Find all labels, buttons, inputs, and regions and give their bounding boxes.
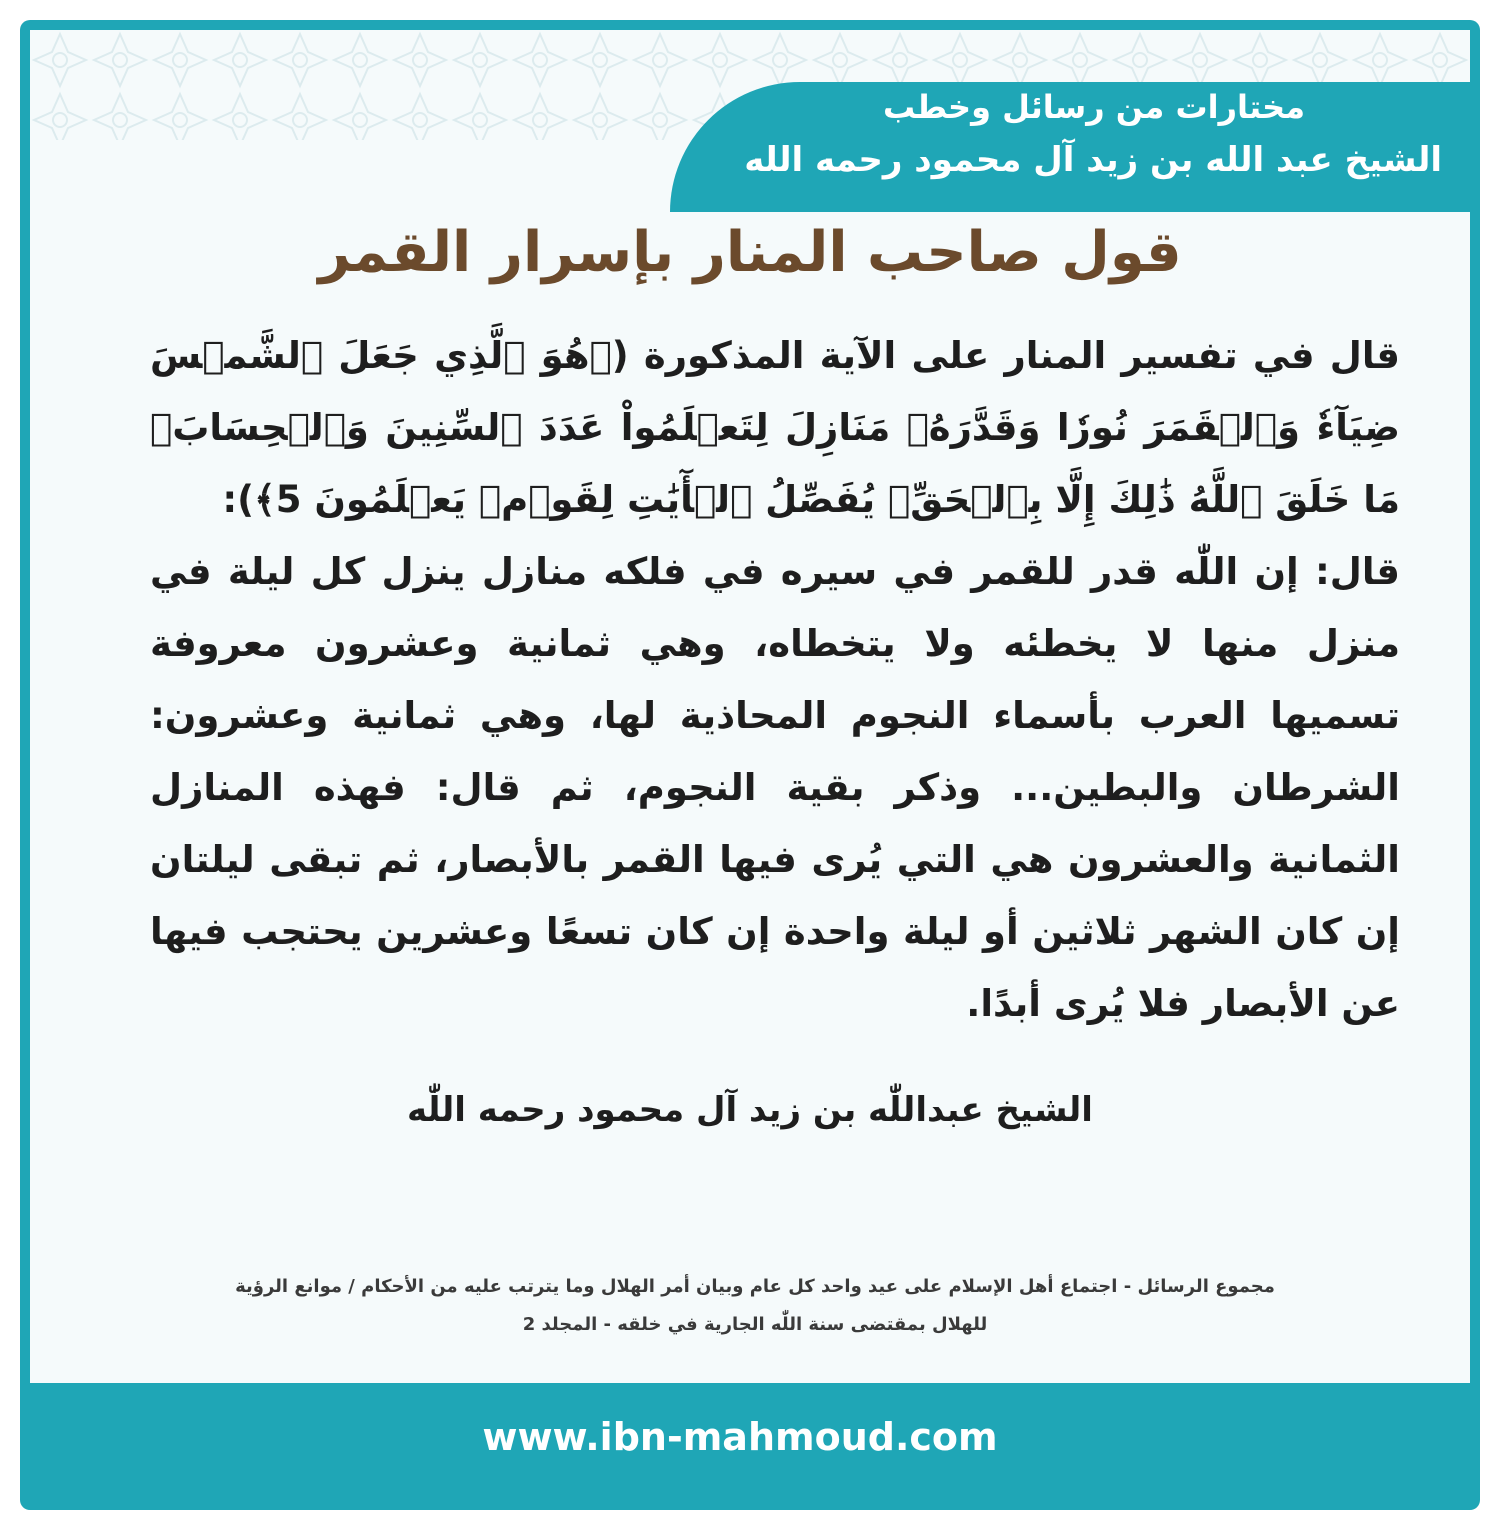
source-citation [130,1268,1380,1344]
article-body [150,320,1400,1040]
body-paragraph-explanation: قال: إن اللّٰه قدر للقمر في سيره في فلكه منازل ينزل كل ليلة في منزل منها لا يخطئه ولا يتخطاه، وهي ثمانية وعشرون معروفة تسميها العرب بأسماء النجوم المحاذية لها، وهي ثمانية وعشرون: الشرطان والبطين... وذكر بقية النجوم، ثم قال: فهذه المنازل الثمانية والعشرون هي التي يُرى فيها القمر بالأبصار، ثم تبقى ليلتان إن كان الشهر ثلاثين أو ليلة واحدة إن كان تسعًا وعشرين يحتجب فيها عن الأبصار فلا يُرى أبدًا. [150,550,1400,1025]
website-link[interactable]: www.ibn-mahmoud.com [482,1415,998,1459]
source-line-1: مجموع الرسائل - اجتماع أهل الإسلام على عيد واحد كل عام وبيان أمر الهلال وما يترتب عليه من الأحكام / موانع الرؤية [235,1276,1275,1297]
author-signature: الشيخ عبداللّٰه بن زيد آل محمود رحمه اللّٰه [407,1090,1093,1130]
content-panel [30,30,1470,1383]
header-author-name: الشيخ عبد الله بن زيد آل محمود رحمه الله [744,140,1442,180]
source-line-2: للهلال بمقتضى سنة اللّٰه الجارية في خلقه - المجلد 2 [522,1314,988,1335]
body-paragraph-quran: قال في تفسير المنار على الآية المذكورة (﴿هُوَ ٱلَّذِي جَعَلَ ٱلشَّمۡسَ ضِيَآءٗ وَٱلۡقَمَرَ نُورٗا وَقَدَّرَهُۥ مَنَازِلَ لِتَعۡلَمُواْ عَدَدَ ٱلسِّنِينَ وَٱلۡحِسَابَۚ مَا خَلَقَ ٱللَّهُ ذَٰلِكَ إِلَّا بِٱلۡحَقِّۚ يُفَصِّلُ ٱلۡأٓيَٰتِ لِقَوۡمٖ يَعۡلَمُونَ 5﴾): [150,334,1400,521]
header-series-title: مختارات من رسائل وخطب [882,88,1305,126]
article-title: قول صاحب المنار بإسرار القمر [318,220,1182,285]
header-banner [670,82,1470,212]
